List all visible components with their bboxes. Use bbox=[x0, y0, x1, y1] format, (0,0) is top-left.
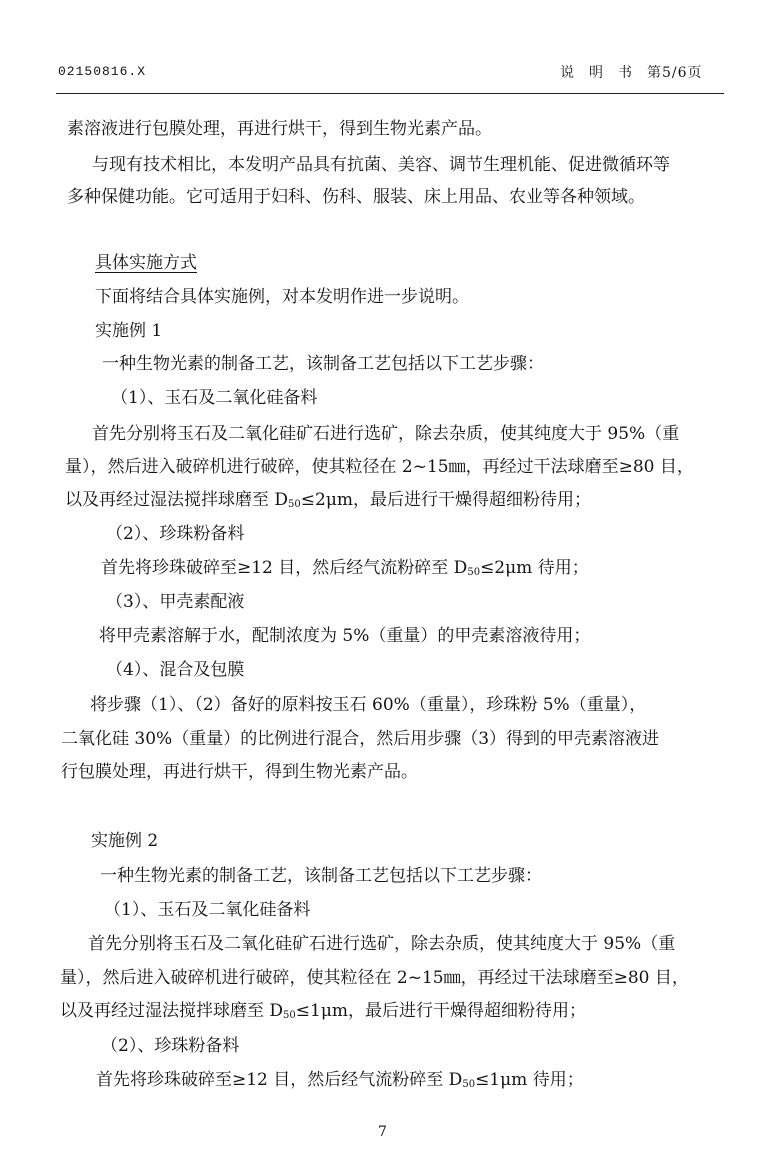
text-fragment: ≤1μm，最后进行干燥得超细粉待用； bbox=[295, 1001, 587, 1021]
text-fragment: 首先将珍珠破碎至≥12 目，然后经气流粉碎至 D bbox=[96, 1070, 463, 1090]
text-line: 将步骤（1）、（2）备好的原料按玉石 60%（重量），珍珠粉 5%（重量）， bbox=[90, 695, 647, 715]
text-line bbox=[96, 1068, 584, 1092]
text-line: 首先分别将玉石及二氧化硅矿石进行选矿，除去杂质，使其纯度大于 95%（重 bbox=[92, 424, 680, 444]
text-fragment: 首先将珍珠破碎至≥12 目，然后经气流粉碎至 D bbox=[101, 558, 468, 578]
text-line: 多种保健功能。它可适用于妇科、伤科、服装、床上用品、农业等各种领域。 bbox=[67, 187, 645, 207]
text-line bbox=[101, 556, 589, 580]
example-heading: 实施例 2 bbox=[91, 831, 159, 851]
text-fragment: ≤1μm 待用； bbox=[475, 1070, 584, 1090]
text-line: 二氧化硅 30%（重量）的比例进行混合，然后用步骤（3）得到的甲壳素溶液进 bbox=[61, 729, 660, 749]
text-line: 量），然后进入破碎机进行破碎，使其粒径在 2~15㎜，再经过干法球磨至≥80 目， bbox=[60, 968, 689, 988]
page-number: 7 bbox=[378, 1124, 387, 1140]
text-fragment: 以及再经过湿法搅拌球磨至 D bbox=[65, 490, 289, 510]
text-line: 下面将结合具体实施例，对本发明作进一步说明。 bbox=[95, 287, 469, 307]
text-line: 将甲壳素溶解于水，配制浓度为 5%（重量）的甲壳素溶液待用； bbox=[99, 626, 591, 646]
subscript: 50 bbox=[462, 1079, 476, 1090]
header-divider bbox=[56, 93, 724, 94]
step-heading: （3）、甲壳素配液 bbox=[106, 592, 245, 612]
text-line: 一种生物光素的制备工艺，该制备工艺包括以下工艺步骤： bbox=[100, 866, 542, 886]
subscript: 50 bbox=[467, 567, 481, 578]
section-heading: 具体实施方式 bbox=[95, 253, 197, 273]
text-line bbox=[65, 488, 591, 512]
text-fragment: ≤2μm，最后进行干燥得超细粉待用； bbox=[300, 490, 592, 510]
text-line: 与现有技术相比，本发明产品具有抗菌、美容、调节生理机能、促进微循环等 bbox=[92, 155, 670, 175]
header-title bbox=[560, 62, 703, 82]
text-line: 素溶液进行包膜处理，再进行烘干，得到生物光素产品。 bbox=[67, 119, 492, 139]
text-line bbox=[60, 999, 586, 1023]
page-info: 第5/6页 bbox=[647, 65, 703, 81]
text-fragment: ≤2μm 待用； bbox=[480, 558, 589, 578]
text-line: 一种生物光素的制备工艺，该制备工艺包括以下工艺步骤： bbox=[102, 354, 544, 374]
header-title-char: 明 bbox=[589, 65, 604, 81]
step-heading: （2）、珍珠粉备料 bbox=[101, 1036, 240, 1056]
header-title-char: 书 bbox=[618, 65, 633, 81]
text-line: 首先分别将玉石及二氧化硅矿石进行选矿，除去杂质，使其纯度大于 95%（重 bbox=[88, 934, 676, 954]
subscript: 50 bbox=[288, 499, 301, 510]
subscript: 50 bbox=[283, 1010, 296, 1021]
example-heading: 实施例 1 bbox=[95, 321, 163, 341]
step-heading: （2）、珍珠粉备料 bbox=[106, 524, 245, 544]
text-line: 行包膜处理，再进行烘干，得到生物光素产品。 bbox=[61, 762, 418, 782]
step-heading: （1）、玉石及二氧化硅备料 bbox=[111, 388, 318, 408]
document-number: 02150816.X bbox=[58, 64, 147, 79]
step-heading: （4）、混合及包膜 bbox=[106, 660, 245, 680]
text-line: 量），然后进入破碎机进行破碎，使其粒径在 2~15㎜，再经过干法球磨至≥80 目， bbox=[65, 457, 694, 477]
text-fragment: 以及再经过湿法搅拌球磨至 D bbox=[60, 1001, 284, 1021]
header-title-char: 说 bbox=[560, 65, 575, 81]
step-heading: （1）、玉石及二氧化硅备料 bbox=[104, 900, 311, 920]
